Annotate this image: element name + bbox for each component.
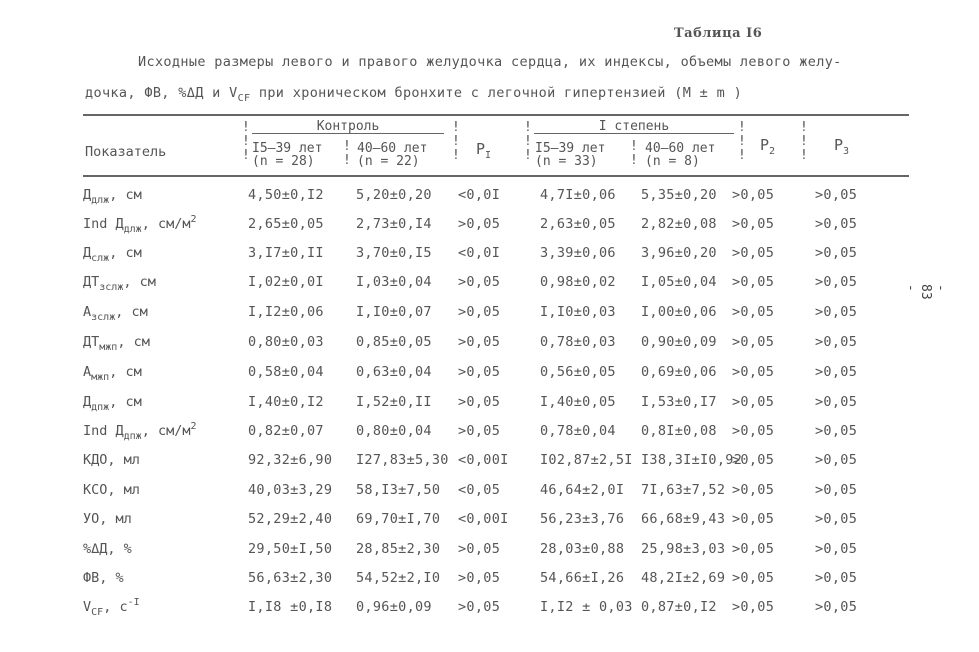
header-p3 — [834, 136, 850, 157]
cell-c2: 28,85±2,30 — [356, 541, 441, 557]
row-label-subscript: длж — [123, 224, 142, 235]
row-label — [83, 245, 142, 264]
cell-p2: >0,05 — [732, 245, 775, 261]
row-label — [83, 304, 148, 323]
header-age-label: I5–39 лет — [535, 141, 606, 156]
cell-p3: >0,05 — [815, 599, 858, 615]
cell-c3: I,I0±0,03 — [540, 304, 616, 320]
cell-c4: I,00±0,06 — [641, 304, 717, 320]
cell-c3: I,40±0,05 — [540, 394, 616, 410]
row-label-subscript: дпж — [123, 431, 142, 442]
header-p1 — [476, 140, 492, 161]
cell-c3: 2,63±0,05 — [540, 216, 616, 232]
cell-c3: 4,7I±0,06 — [540, 187, 616, 203]
header-separator: ! ! — [343, 139, 351, 168]
caption-subscript: CF — [237, 93, 251, 104]
row-label-unit: , см/м — [141, 216, 191, 232]
header-degree-group — [534, 121, 734, 134]
cell-c1: 56,63±2,30 — [248, 570, 333, 586]
row-label-main: %ΔД, % — [83, 541, 132, 557]
row-label-unit: , см — [109, 364, 142, 380]
cell-c3: 28,03±0,88 — [540, 541, 625, 557]
row-label-main: КСО, мл — [83, 482, 140, 498]
cell-c4: 66,68±9,43 — [641, 511, 726, 527]
row-label — [83, 452, 140, 468]
cell-c4: 2,82±0,08 — [641, 216, 717, 232]
cell-p2: >0,05 — [732, 304, 775, 320]
row-label-unit: , см — [117, 334, 150, 350]
row-label-unit: , см/м — [141, 423, 191, 439]
cell-p3: >0,05 — [815, 245, 858, 261]
header-p1-label: P — [476, 140, 486, 158]
cell-p1: >0,05 — [458, 216, 501, 232]
row-label-main: ДТ — [83, 274, 100, 290]
cell-p1: <0,00I — [458, 511, 509, 527]
header-age-label: 40–60 лет — [357, 141, 428, 156]
row-label-subscript: длж — [91, 195, 110, 206]
cell-p1: <0,00I — [458, 452, 509, 468]
header-age-label: I5–39 лет — [252, 141, 323, 156]
row-label-main: V — [83, 599, 92, 615]
row-label-unit: , см — [109, 394, 142, 410]
cell-p1: >0,05 — [458, 541, 501, 557]
cell-c3: I,I2 ± 0,03 — [540, 599, 633, 615]
row-label-main: Д — [83, 245, 92, 261]
row-label — [83, 364, 142, 383]
cell-c2: I,I0±0,07 — [356, 304, 432, 320]
header-p2 — [760, 136, 776, 157]
cell-c4: I,05±0,04 — [641, 274, 717, 290]
cell-p2: >0,05 — [732, 364, 775, 380]
cell-p3: >0,05 — [815, 482, 858, 498]
cell-c2: I,03±0,04 — [356, 274, 432, 290]
cell-c4: 0,8I±0,08 — [641, 423, 717, 439]
row-label-main: УО, мл — [83, 511, 132, 527]
header-p2-label: P — [760, 136, 770, 154]
cell-c4: 7I,63±7,52 — [641, 482, 726, 498]
page-number: - 83 - — [903, 284, 948, 300]
cell-p3: >0,05 — [815, 304, 858, 320]
header-separator: ! ! ! — [242, 120, 250, 163]
cell-c2: 69,70±I,70 — [356, 511, 441, 527]
row-label — [83, 597, 140, 618]
cell-p3: >0,05 — [815, 334, 858, 350]
cell-c1: I,40±0,I2 — [248, 394, 324, 410]
cell-c4: 5,35±0,20 — [641, 187, 717, 203]
header-n-label: (n = 8) — [645, 154, 700, 169]
header-separator: ! ! ! — [524, 120, 532, 163]
cell-c4: 25,98±3,03 — [641, 541, 726, 557]
cell-p1: <0,05 — [458, 482, 501, 498]
header-n-label: (n = 22) — [357, 154, 420, 169]
header-separator: ! ! ! — [800, 120, 808, 163]
cell-p2: >0,05 — [732, 274, 775, 290]
row-label-main: ФВ, % — [83, 570, 124, 586]
cell-c4: 0,69±0,06 — [641, 364, 717, 380]
row-label-main: А — [83, 304, 92, 320]
cell-p3: >0,05 — [815, 187, 858, 203]
cell-c2: 58,I3±7,50 — [356, 482, 441, 498]
cell-p2: >0,05 — [732, 452, 775, 468]
cell-c1: 3,I7±0,II — [248, 245, 324, 261]
table-caption-line-2 — [85, 85, 743, 104]
cell-c3: I02,87±2,5I — [540, 452, 633, 468]
row-label-subscript: мжп — [99, 342, 118, 353]
cell-c1: 92,32±6,90 — [248, 452, 333, 468]
row-label-main: Д — [83, 394, 92, 410]
header-control-label: Контроль — [316, 119, 380, 134]
cell-p1: >0,05 — [458, 304, 501, 320]
cell-c3: 0,98±0,02 — [540, 274, 616, 290]
row-label-main: КДО, мл — [83, 452, 140, 468]
header-degree-15-39 — [535, 142, 605, 168]
cell-c3: 46,64±2,0I — [540, 482, 625, 498]
cell-p3: >0,05 — [815, 452, 858, 468]
caption-text-end: при хроническом бронхите с легочной гипертензией (М ± m ) — [250, 85, 743, 101]
row-label-subscript: зслж — [99, 282, 124, 293]
row-label-superscript: 2 — [190, 421, 197, 432]
cell-c4: 0,87±0,I2 — [641, 599, 717, 615]
cell-p2: >0,05 — [732, 482, 775, 498]
header-control-40-60 — [357, 142, 427, 168]
cell-c2: I,52±0,II — [356, 394, 432, 410]
cell-p2: >0,05 — [732, 541, 775, 557]
cell-p2: >0,05 — [732, 423, 775, 439]
cell-c2: 0,80±0,04 — [356, 423, 432, 439]
header-separator: ! ! ! — [738, 120, 746, 163]
cell-c2: 3,70±0,I5 — [356, 245, 432, 261]
row-label-subscript: мжп — [91, 372, 110, 383]
header-n-label: (n = 33) — [535, 154, 598, 169]
table-caption-line-1: Исходные размеры левого и правого желудочка сердца, их индексы, объемы левого желу- — [138, 54, 842, 70]
cell-c1: 2,65±0,05 — [248, 216, 324, 232]
cell-c3: 0,78±0,03 — [540, 334, 616, 350]
cell-p2: >0,05 — [732, 511, 775, 527]
cell-p1: >0,05 — [458, 394, 501, 410]
header-indicator: Показатель — [85, 144, 167, 160]
row-label-subscript: зслж — [91, 312, 116, 323]
row-label-superscript: 2 — [190, 214, 197, 225]
cell-c2: I27,83±5,30 — [356, 452, 449, 468]
row-label — [83, 541, 132, 557]
cell-p2: >0,05 — [732, 187, 775, 203]
cell-c2: 0,96±0,09 — [356, 599, 432, 615]
cell-c1: I,I8 ±0,I8 — [248, 599, 333, 615]
cell-p3: >0,05 — [815, 570, 858, 586]
row-label — [83, 482, 140, 498]
row-label-main: Ind Д — [83, 216, 124, 232]
header-p1-sub: I — [485, 150, 492, 161]
row-label-subscript: CF — [91, 607, 104, 618]
row-label-unit: , см — [115, 304, 148, 320]
cell-p3: >0,05 — [815, 364, 858, 380]
cell-c2: 54,52±2,I0 — [356, 570, 441, 586]
cell-p1: >0,05 — [458, 570, 501, 586]
row-label — [83, 394, 142, 413]
cell-c4: 0,90±0,09 — [641, 334, 717, 350]
cell-c1: 40,03±3,29 — [248, 482, 333, 498]
cell-c4: 48,2I±2,69 — [641, 570, 726, 586]
header-n-label: (n = 28) — [252, 154, 315, 169]
cell-p3: >0,05 — [815, 423, 858, 439]
row-label-unit: , с — [103, 599, 128, 615]
row-label — [83, 421, 197, 442]
cell-p3: >0,05 — [815, 216, 858, 232]
cell-p3: >0,05 — [815, 541, 858, 557]
cell-c3: 54,66±I,26 — [540, 570, 625, 586]
cell-c1: 0,80±0,03 — [248, 334, 324, 350]
cell-c2: 0,85±0,05 — [356, 334, 432, 350]
row-label-main: Д — [83, 187, 92, 203]
header-age-label: 40–60 лет — [645, 141, 716, 156]
header-degree-40-60 — [645, 142, 715, 168]
cell-p2: >0,05 — [732, 216, 775, 232]
cell-c1: 0,58±0,04 — [248, 364, 324, 380]
row-label-unit: , см — [109, 245, 142, 261]
cell-p1: <0,0I — [458, 245, 501, 261]
row-label-main: ДТ — [83, 334, 100, 350]
cell-c3: 0,78±0,04 — [540, 423, 616, 439]
row-label — [83, 570, 124, 586]
header-p3-sub: 3 — [843, 146, 850, 157]
cell-p1: <0,0I — [458, 187, 501, 203]
cell-c1: 29,50±I,50 — [248, 541, 333, 557]
cell-c3: 3,39±0,06 — [540, 245, 616, 261]
cell-c1: 52,29±2,40 — [248, 511, 333, 527]
row-label — [83, 187, 142, 206]
cell-p1: >0,05 — [458, 364, 501, 380]
row-label — [83, 511, 132, 527]
cell-p2: >0,05 — [732, 394, 775, 410]
cell-p1: >0,05 — [458, 423, 501, 439]
header-top-rule — [83, 114, 909, 116]
header-control-group — [252, 121, 444, 134]
row-label — [83, 274, 156, 293]
row-label-main: Ind Д — [83, 423, 124, 439]
row-label — [83, 334, 150, 353]
cell-c2: 0,63±0,04 — [356, 364, 432, 380]
row-label-subscript: дпж — [91, 402, 110, 413]
cell-p2: >0,05 — [732, 334, 775, 350]
cell-c2: 5,20±0,20 — [356, 187, 432, 203]
header-p3-label: P — [834, 136, 844, 154]
cell-c4: I38,3I±I0,92 — [641, 452, 743, 468]
cell-c3: 56,23±3,76 — [540, 511, 625, 527]
cell-c3: 0,56±0,05 — [540, 364, 616, 380]
cell-p3: >0,05 — [815, 511, 858, 527]
cell-c4: 3,96±0,20 — [641, 245, 717, 261]
header-bottom-rule — [83, 175, 909, 177]
cell-p2: >0,05 — [732, 599, 775, 615]
cell-c2: 2,73±0,I4 — [356, 216, 432, 232]
header-p2-sub: 2 — [769, 146, 776, 157]
header-degree-label: I степень — [598, 119, 670, 134]
cell-c1: I,I2±0,06 — [248, 304, 324, 320]
cell-c1: 4,50±0,I2 — [248, 187, 324, 203]
row-label-superscript: -I — [127, 597, 140, 608]
cell-p1: >0,05 — [458, 334, 501, 350]
header-separator: ! ! — [630, 139, 638, 168]
caption-text: дочка, ФВ, %ΔД и V — [85, 85, 238, 101]
cell-c4: I,53±0,I7 — [641, 394, 717, 410]
cell-p3: >0,05 — [815, 394, 858, 410]
table-label: Таблица I6 — [674, 26, 763, 41]
row-label-unit: , см — [123, 274, 156, 290]
cell-c1: 0,82±0,07 — [248, 423, 324, 439]
cell-c1: I,02±0,0I — [248, 274, 324, 290]
cell-p2: >0,05 — [732, 570, 775, 586]
cell-p1: >0,05 — [458, 599, 501, 615]
cell-p1: >0,05 — [458, 274, 501, 290]
cell-p3: >0,05 — [815, 274, 858, 290]
row-label-unit: , см — [109, 187, 142, 203]
header-control-15-39 — [252, 142, 322, 168]
row-label — [83, 214, 197, 235]
header-separator: ! ! ! — [452, 120, 460, 163]
row-label-main: А — [83, 364, 92, 380]
row-label-subscript: слж — [91, 253, 110, 264]
